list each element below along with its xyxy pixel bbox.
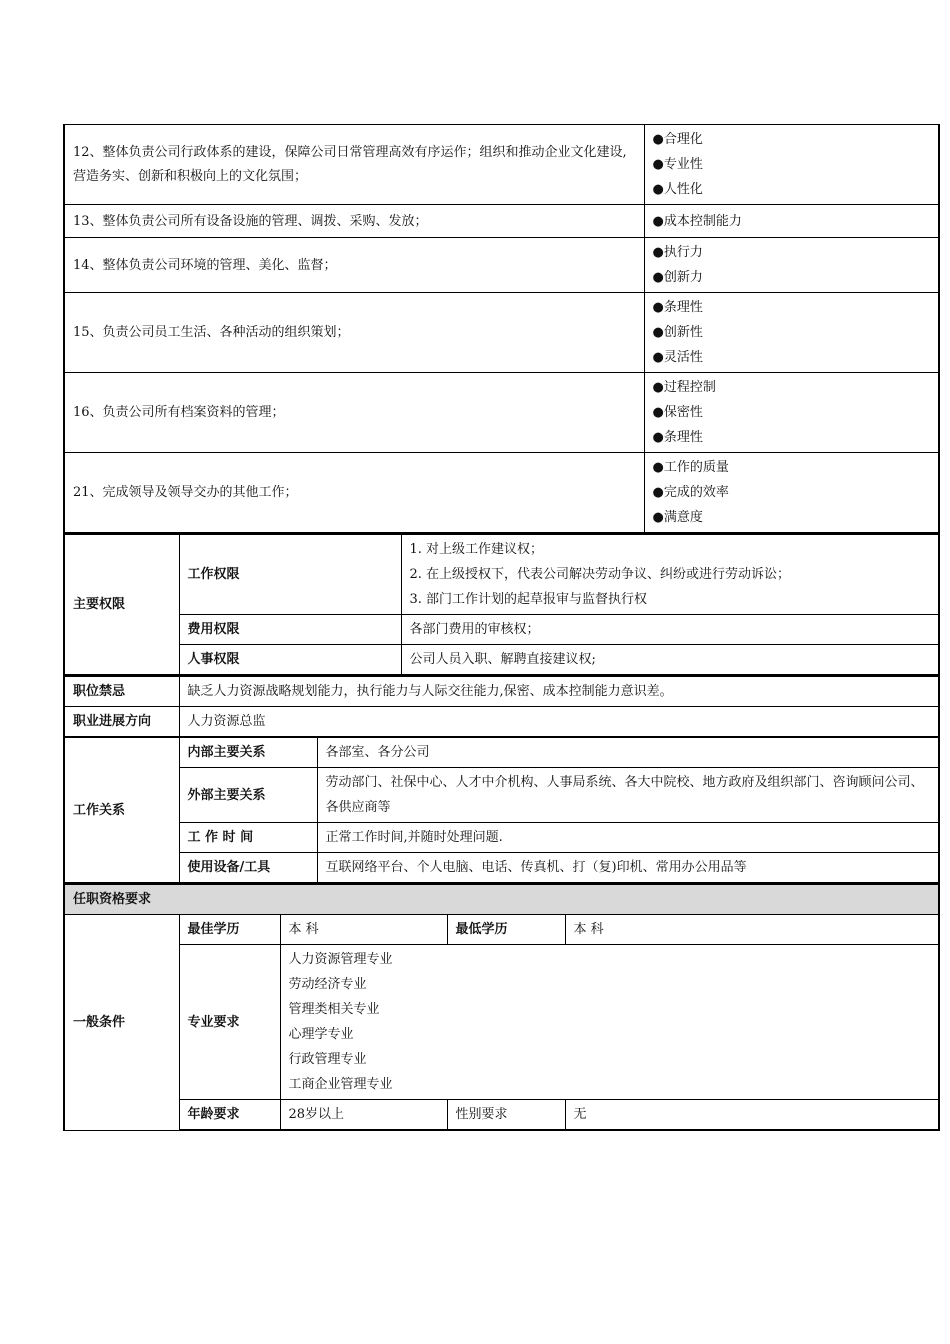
age-value: 28岁以上 [280,1100,447,1131]
qualification-header: 任职资格要求 [64,884,939,915]
expense-authority-row [64,615,939,645]
qualification-header-row [64,884,939,915]
relations-table [63,737,940,883]
criteria-item: ●灵活性 [652,350,703,365]
relations-label: 工作关系 [64,738,179,883]
major-list [280,945,939,1100]
criteria-item: ●工作的质量 [652,460,729,475]
tools-row [64,853,939,883]
criteria-item: ●人性化 [652,182,703,197]
hr-authority-value: 公司人员入职、解聘直接建议权; [401,645,939,675]
external-relation-value: 劳动部门、社保中心、人才中介机构、人事局系统、各大中院校、地方政府及组织部门、咨询顾问公司、各供应商等 [317,768,939,823]
authority-item: 2. 在上级授权下，代表公司解决劳动争议、纠纷或进行劳动诉讼； [409,567,791,582]
criteria-item: ●创新性 [652,325,703,340]
internal-relation-row [64,738,939,768]
taboo-career-table [63,675,940,737]
major-item: 行政管理专业 [288,1052,367,1067]
duty-row [64,205,939,238]
general-conditions-label: 一般条件 [64,915,179,1131]
career-value: 人力资源总监 [179,707,939,737]
external-relation-row [64,768,939,823]
major-item: 心理学专业 [288,1027,354,1042]
duty-criteria [644,125,939,205]
work-authority-label: 工作权限 [179,534,401,615]
career-row [64,707,939,737]
work-authority-row [64,534,939,615]
age-gender-row [64,1100,939,1131]
criteria-item: ●成本控制能力 [652,213,742,229]
min-education-value: 本 科 [565,915,939,945]
taboo-label: 职位禁忌 [64,676,179,707]
authority-table [63,533,940,675]
criteria-item: ●专业性 [652,157,703,172]
work-hours-row [64,823,939,853]
major-item: 管理类相关专业 [288,1002,380,1017]
major-item: 人力资源管理专业 [288,952,393,967]
duty-row [64,125,939,205]
qualification-table [63,883,940,1131]
authority-item: 1. 对上级工作建议权； [409,542,544,557]
min-education-label: 最低学历 [447,915,565,945]
education-row [64,915,939,945]
duty-criteria [644,453,939,533]
major-item: 工商企业管理专业 [288,1077,393,1092]
criteria-item: ●保密性 [652,405,703,420]
expense-authority-label: 费用权限 [179,615,401,645]
criteria-item: ●完成的效率 [652,485,729,500]
best-education-value: 本 科 [280,915,447,945]
work-hours-label: 工 作 时 间 [179,823,317,853]
age-label: 年龄要求 [179,1100,280,1131]
gender-value: 无 [565,1100,939,1131]
career-label: 职业进展方向 [64,707,179,737]
duty-criteria [644,373,939,453]
authority-label: 主要权限 [64,534,179,675]
criteria-item: ●执行力 [652,245,703,260]
criteria-item: ●过程控制 [652,380,716,395]
criteria-item: ●条理性 [652,430,703,445]
best-education-label: 最佳学历 [179,915,280,945]
duty-text: 14、整体负责公司环境的管理、美化、监督； [64,238,644,293]
criteria-item: ●满意度 [652,510,703,525]
authority-item: 3. 部门工作计划的起草报审与监督执行权 [409,592,648,607]
duty-text: 21、完成领导及领导交办的其他工作； [64,453,644,533]
duty-row [64,293,939,373]
major-row [64,945,939,1100]
duty-criteria [644,293,939,373]
taboo-value: 缺乏人力资源战略规划能力，执行能力与人际交往能力,保密、成本控制能力意识差。 [179,676,939,707]
duty-criteria [644,238,939,293]
duties-table [63,124,940,533]
tools-value: 互联网络平台、个人电脑、电话、传真机、打（复)印机、常用办公用品等 [317,853,939,883]
expense-authority-value: 各部门费用的审核权； [401,615,939,645]
hr-authority-label: 人事权限 [179,645,401,675]
gender-label: 性别要求 [447,1100,565,1131]
external-relation-label: 外部主要关系 [179,768,317,823]
internal-relation-value: 各部室、各分公司 [317,738,939,768]
work-hours-value: 正常工作时间,并随时处理问题. [317,823,939,853]
duty-text: 12、整体负责公司行政体系的建设，保障公司日常管理高效有序运作；组织和推动企业文化建设,营造务实、创新和积极向上的文化氛围； [64,125,644,205]
job-description-sheet [63,124,938,1131]
major-label: 专业要求 [179,945,280,1100]
duty-row [64,373,939,453]
duty-text: 13、整体负责公司所有设备设施的管理、调拨、采购、发放； [64,205,644,238]
criteria-item: ●合理化 [652,132,703,147]
duty-criteria [644,205,939,238]
work-authority-items [401,534,939,615]
tools-label: 使用设备/工具 [179,853,317,883]
taboo-row [64,676,939,707]
major-item: 劳动经济专业 [288,977,367,992]
criteria-item: ●创新力 [652,270,703,285]
duty-row [64,238,939,293]
hr-authority-row [64,645,939,675]
duty-text: 15、负责公司员工生活、各种活动的组织策划； [64,293,644,373]
internal-relation-label: 内部主要关系 [179,738,317,768]
criteria-item: ●条理性 [652,300,703,315]
duty-text: 16、负责公司所有档案资料的管理； [64,373,644,453]
duty-row [64,453,939,533]
